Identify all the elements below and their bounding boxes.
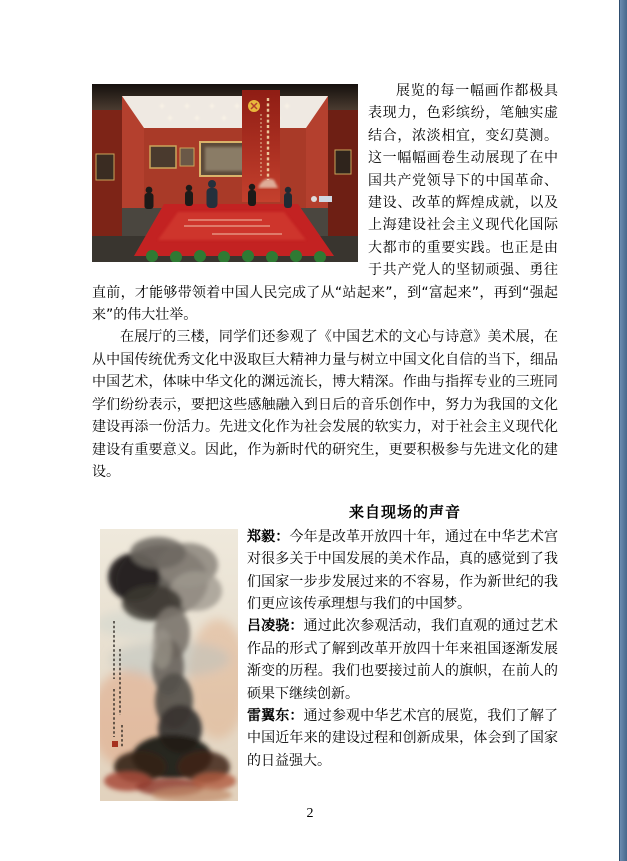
voices-section <box>92 526 558 772</box>
document-page <box>92 80 558 805</box>
exhibition-hall-photo <box>92 84 358 262</box>
seal-stamp <box>112 741 118 747</box>
ink-painting-illustration <box>100 529 238 801</box>
page-number: 2 <box>306 806 314 821</box>
exhibition-hall-illustration <box>92 84 358 262</box>
speaker-text: 通过此次参观活动，我们直观的通过艺术作品的形式了解到改革开放四十年来祖国逐渐发展渐变的历程。我们也要接过前人的旗帜，在前人的硕果下继续创新。 <box>247 618 559 702</box>
speaker-text: 通过参观中华艺术宫的展览，我们了解了中国近年来的建设过程和创新成果，体会到了国家的日益强大。 <box>247 707 559 769</box>
speaker-name: 吕凌骁： <box>247 618 304 635</box>
body-paragraph-2: 在展厅的三楼，同学们还参观了《中国艺术的文心与诗意》美术展，在从中国传统优秀文化中汲取巨大精神力量与树立中国文化自信的当下，细品中国艺术，体味中华文化的渊远流长，博大精深。作曲与指挥专业的三班同学们纷纷表示，要把这些感触融入到日后的音乐创作中，努力为我国的文化建设再添一份活力。先进文化作为社会发展的软实力，对于社会主义现代化建设有重要意义。因此，作为新时代的研究生，更要积极参与先进文化的建设。 <box>92 329 558 480</box>
window-edge-strip <box>619 0 627 861</box>
speaker-text: 今年是改革开放四十年，通过在中华艺术宫对很多关于中国发展的美术作品，真的感觉到了我们国家一步步发展过来的不容易，作为新世纪的我们更应该传承理想与我们的中国梦。 <box>247 528 559 612</box>
section-heading-voices: 来自现场的声音 <box>348 503 461 522</box>
party-emblem-icon <box>248 100 260 112</box>
ink-painting-photo <box>100 529 238 801</box>
speaker-name: 郑毅： <box>247 528 290 545</box>
speaker-name: 雷翼东： <box>247 707 304 724</box>
body-paragraph-1: 展览的每一幅画作都极具表现力，色彩缤纷，笔触实虚结合，浓淡相宜，变幻莫测。这一幅幅画卷生动展现了在中国共产党领导下的中国革命、建设、改革的辉煌成就，以及上海建设社会主义现代化国际大都市的重要实践。也正是由于共产党人的坚韧顽强、勇往直前，才能够带领着中国人民完成了从“站起来”，到“富起来”，再到“强起来”的伟大壮举。 <box>92 83 558 324</box>
